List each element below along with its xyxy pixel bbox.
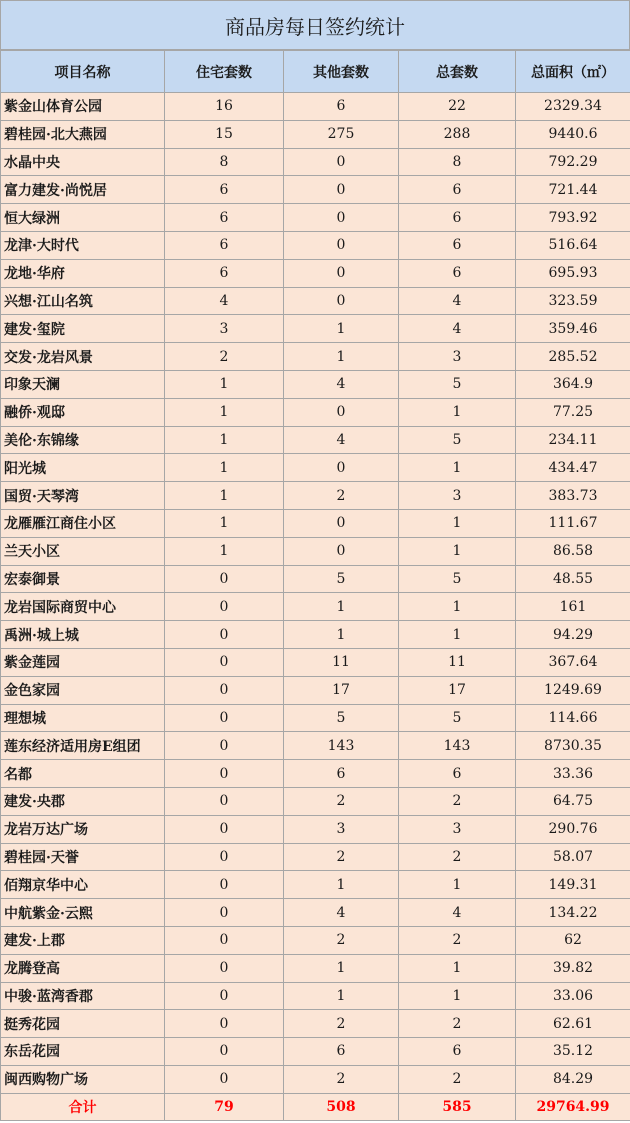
cell-project-name: 富力建发·尚悦居 (1, 176, 165, 204)
table-row (1, 843, 630, 871)
cell-total-units: 8 (399, 148, 516, 176)
cell-total-area: 134.22 (516, 899, 630, 927)
cell-other-units: 5 (284, 704, 399, 732)
cell-total-area: 8730.35 (516, 732, 630, 760)
cell-other-units: 0 (284, 259, 399, 287)
cell-total-units: 22 (399, 93, 516, 121)
cell-other-units: 2 (284, 1065, 399, 1093)
cell-total-area: 364.9 (516, 370, 630, 398)
cell-other-units: 143 (284, 732, 399, 760)
cell-total-units: 5 (399, 370, 516, 398)
cell-project-name: 龙腾登高 (1, 954, 165, 982)
table-row (1, 676, 630, 704)
cell-total-units: 1 (399, 398, 516, 426)
cell-residential-units: 6 (165, 231, 284, 259)
table-row (1, 899, 630, 927)
cell-project-name: 龙雁雁江商住小区 (1, 509, 165, 537)
table-row (1, 93, 630, 121)
cell-other-units: 4 (284, 426, 399, 454)
table-row (1, 315, 630, 343)
cell-project-name: 印象天澜 (1, 370, 165, 398)
total-row (1, 1093, 630, 1120)
cell-other-units: 0 (284, 537, 399, 565)
cell-other-units: 3 (284, 815, 399, 843)
table-row (1, 204, 630, 232)
table-row (1, 176, 630, 204)
cell-total-area: 77.25 (516, 398, 630, 426)
cell-total-units: 5 (399, 704, 516, 732)
cell-residential-units: 0 (165, 565, 284, 593)
header-project-name: 项目名称 (1, 51, 165, 93)
cell-total-area: 359.46 (516, 315, 630, 343)
table-row (1, 621, 630, 649)
table-body (1, 93, 630, 1094)
cell-total-area: 434.47 (516, 454, 630, 482)
cell-other-units: 1 (284, 315, 399, 343)
header-total-units: 总套数 (399, 51, 516, 93)
cell-project-name: 龙地·华府 (1, 259, 165, 287)
cell-other-units: 6 (284, 760, 399, 788)
cell-project-name: 建发·上郡 (1, 926, 165, 954)
cell-other-units: 5 (284, 565, 399, 593)
table-row (1, 565, 630, 593)
cell-residential-units: 0 (165, 1038, 284, 1066)
total-label: 合计 (1, 1093, 165, 1120)
cell-residential-units: 0 (165, 926, 284, 954)
cell-project-name: 闽西购物广场 (1, 1065, 165, 1093)
cell-other-units: 2 (284, 787, 399, 815)
cell-residential-units: 1 (165, 454, 284, 482)
cell-total-units: 2 (399, 926, 516, 954)
cell-total-area: 290.76 (516, 815, 630, 843)
cell-total-units: 1 (399, 621, 516, 649)
cell-project-name: 交发·龙岩风景 (1, 343, 165, 371)
header-residential-units: 住宅套数 (165, 51, 284, 93)
total-other-units: 508 (284, 1093, 399, 1120)
cell-total-area: 48.55 (516, 565, 630, 593)
cell-project-name: 恒大绿洲 (1, 204, 165, 232)
cell-residential-units: 16 (165, 93, 284, 121)
cell-project-name: 美伦·东锦缘 (1, 426, 165, 454)
cell-other-units: 1 (284, 343, 399, 371)
cell-residential-units: 0 (165, 760, 284, 788)
cell-total-units: 1 (399, 982, 516, 1010)
cell-total-units: 1 (399, 954, 516, 982)
table-row (1, 259, 630, 287)
table-footer (1, 1093, 630, 1120)
cell-total-area: 94.29 (516, 621, 630, 649)
table-row (1, 482, 630, 510)
cell-other-units: 0 (284, 509, 399, 537)
cell-project-name: 兰天小区 (1, 537, 165, 565)
cell-other-units: 2 (284, 482, 399, 510)
cell-residential-units: 1 (165, 426, 284, 454)
cell-other-units: 2 (284, 843, 399, 871)
cell-other-units: 0 (284, 204, 399, 232)
table-row (1, 509, 630, 537)
table-row (1, 732, 630, 760)
cell-total-units: 3 (399, 482, 516, 510)
cell-project-name: 龙津·大时代 (1, 231, 165, 259)
total-residential-units: 79 (165, 1093, 284, 1120)
cell-residential-units: 0 (165, 732, 284, 760)
cell-project-name: 紫金莲园 (1, 648, 165, 676)
cell-total-area: 9440.6 (516, 120, 630, 148)
cell-total-area: 62.61 (516, 1010, 630, 1038)
table-row (1, 704, 630, 732)
table-row (1, 954, 630, 982)
cell-other-units: 17 (284, 676, 399, 704)
cell-total-units: 6 (399, 231, 516, 259)
cell-total-units: 6 (399, 259, 516, 287)
cell-total-area: 161 (516, 593, 630, 621)
cell-project-name: 国贸·天琴湾 (1, 482, 165, 510)
cell-total-area: 114.66 (516, 704, 630, 732)
cell-project-name: 建发·玺院 (1, 315, 165, 343)
cell-total-area: 695.93 (516, 259, 630, 287)
cell-project-name: 宏泰御景 (1, 565, 165, 593)
cell-total-units: 3 (399, 815, 516, 843)
cell-project-name: 中骏·蓝湾香郡 (1, 982, 165, 1010)
cell-total-area: 323.59 (516, 287, 630, 315)
cell-residential-units: 0 (165, 787, 284, 815)
cell-total-units: 3 (399, 343, 516, 371)
cell-project-name: 龙岩国际商贸中心 (1, 593, 165, 621)
cell-total-units: 1 (399, 871, 516, 899)
table-row (1, 1010, 630, 1038)
cell-residential-units: 0 (165, 1010, 284, 1038)
cell-residential-units: 0 (165, 593, 284, 621)
cell-residential-units: 0 (165, 954, 284, 982)
cell-residential-units: 0 (165, 982, 284, 1010)
cell-total-area: 39.82 (516, 954, 630, 982)
cell-project-name: 碧桂园·天誉 (1, 843, 165, 871)
cell-total-units: 6 (399, 176, 516, 204)
table-row (1, 120, 630, 148)
cell-other-units: 4 (284, 370, 399, 398)
cell-residential-units: 0 (165, 815, 284, 843)
cell-total-area: 64.75 (516, 787, 630, 815)
cell-project-name: 融侨·观邸 (1, 398, 165, 426)
cell-project-name: 紫金山体育公园 (1, 93, 165, 121)
cell-other-units: 2 (284, 1010, 399, 1038)
cell-other-units: 0 (284, 176, 399, 204)
cell-residential-units: 15 (165, 120, 284, 148)
cell-total-area: 1249.69 (516, 676, 630, 704)
table-row (1, 871, 630, 899)
cell-other-units: 0 (284, 454, 399, 482)
cell-total-area: 86.58 (516, 537, 630, 565)
cell-project-name: 东岳花园 (1, 1038, 165, 1066)
table-row (1, 1038, 630, 1066)
table-row (1, 926, 630, 954)
cell-total-units: 5 (399, 565, 516, 593)
table-row (1, 787, 630, 815)
cell-project-name: 碧桂园·北大燕园 (1, 120, 165, 148)
table-row (1, 426, 630, 454)
cell-total-units: 1 (399, 454, 516, 482)
cell-total-area: 58.07 (516, 843, 630, 871)
cell-residential-units: 0 (165, 676, 284, 704)
cell-total-units: 11 (399, 648, 516, 676)
table-row (1, 815, 630, 843)
cell-other-units: 275 (284, 120, 399, 148)
cell-project-name: 金色家园 (1, 676, 165, 704)
cell-residential-units: 6 (165, 259, 284, 287)
cell-total-units: 6 (399, 1038, 516, 1066)
table-row (1, 148, 630, 176)
table-row (1, 593, 630, 621)
cell-residential-units: 1 (165, 482, 284, 510)
cell-total-units: 2 (399, 1010, 516, 1038)
table-row (1, 537, 630, 565)
cell-total-units: 1 (399, 509, 516, 537)
cell-total-units: 2 (399, 843, 516, 871)
cell-total-area: 792.29 (516, 148, 630, 176)
cell-other-units: 1 (284, 621, 399, 649)
cell-total-units: 2 (399, 787, 516, 815)
table-row (1, 398, 630, 426)
cell-project-name: 龙岩万达广场 (1, 815, 165, 843)
cell-total-units: 4 (399, 315, 516, 343)
cell-residential-units: 0 (165, 899, 284, 927)
cell-residential-units: 0 (165, 621, 284, 649)
cell-project-name: 名都 (1, 760, 165, 788)
table-row (1, 982, 630, 1010)
cell-residential-units: 0 (165, 648, 284, 676)
cell-other-units: 1 (284, 593, 399, 621)
cell-residential-units: 6 (165, 204, 284, 232)
cell-total-area: 234.11 (516, 426, 630, 454)
cell-total-area: 285.52 (516, 343, 630, 371)
cell-project-name: 建发·央郡 (1, 787, 165, 815)
cell-total-units: 1 (399, 537, 516, 565)
cell-total-units: 6 (399, 204, 516, 232)
daily-sales-table (0, 50, 630, 1121)
total-units: 585 (399, 1093, 516, 1120)
cell-total-units: 4 (399, 899, 516, 927)
total-area: 29764.99 (516, 1093, 630, 1120)
table-row (1, 454, 630, 482)
cell-other-units: 2 (284, 926, 399, 954)
header-total-area: 总面积（㎡） (516, 51, 630, 93)
cell-residential-units: 4 (165, 287, 284, 315)
cell-residential-units: 3 (165, 315, 284, 343)
cell-other-units: 6 (284, 1038, 399, 1066)
cell-total-units: 5 (399, 426, 516, 454)
cell-project-name: 兴想·江山名筑 (1, 287, 165, 315)
cell-residential-units: 0 (165, 704, 284, 732)
cell-total-units: 2 (399, 1065, 516, 1093)
cell-project-name: 中航紫金·云熙 (1, 899, 165, 927)
cell-other-units: 6 (284, 93, 399, 121)
cell-total-area: 35.12 (516, 1038, 630, 1066)
cell-total-area: 721.44 (516, 176, 630, 204)
cell-total-area: 149.31 (516, 871, 630, 899)
cell-other-units: 1 (284, 871, 399, 899)
cell-total-units: 288 (399, 120, 516, 148)
cell-total-area: 793.92 (516, 204, 630, 232)
cell-total-units: 1 (399, 593, 516, 621)
table-row (1, 648, 630, 676)
cell-other-units: 0 (284, 398, 399, 426)
cell-residential-units: 0 (165, 843, 284, 871)
cell-other-units: 11 (284, 648, 399, 676)
cell-residential-units: 0 (165, 871, 284, 899)
cell-residential-units: 1 (165, 398, 284, 426)
table-row (1, 760, 630, 788)
cell-other-units: 0 (284, 148, 399, 176)
cell-other-units: 0 (284, 231, 399, 259)
cell-total-area: 84.29 (516, 1065, 630, 1093)
cell-project-name: 挺秀花园 (1, 1010, 165, 1038)
cell-total-area: 33.06 (516, 982, 630, 1010)
table-row (1, 343, 630, 371)
cell-project-name: 阳光城 (1, 454, 165, 482)
cell-total-area: 2329.34 (516, 93, 630, 121)
cell-other-units: 1 (284, 982, 399, 1010)
cell-other-units: 1 (284, 954, 399, 982)
cell-project-name: 水晶中央 (1, 148, 165, 176)
header-other-units: 其他套数 (284, 51, 399, 93)
cell-project-name: 禹洲·城上城 (1, 621, 165, 649)
cell-residential-units: 1 (165, 537, 284, 565)
cell-residential-units: 0 (165, 1065, 284, 1093)
cell-total-area: 111.67 (516, 509, 630, 537)
cell-residential-units: 2 (165, 343, 284, 371)
cell-total-units: 143 (399, 732, 516, 760)
cell-other-units: 4 (284, 899, 399, 927)
table-row (1, 231, 630, 259)
cell-total-units: 4 (399, 287, 516, 315)
cell-total-area: 62 (516, 926, 630, 954)
cell-total-units: 17 (399, 676, 516, 704)
cell-residential-units: 8 (165, 148, 284, 176)
cell-total-area: 33.36 (516, 760, 630, 788)
cell-residential-units: 1 (165, 509, 284, 537)
table-row (1, 1065, 630, 1093)
cell-total-area: 516.64 (516, 231, 630, 259)
header-row (1, 51, 630, 93)
cell-residential-units: 6 (165, 176, 284, 204)
cell-project-name: 莲东经济适用房E组团 (1, 732, 165, 760)
cell-project-name: 理想城 (1, 704, 165, 732)
table-row (1, 287, 630, 315)
table-header (1, 51, 630, 93)
cell-residential-units: 1 (165, 370, 284, 398)
cell-project-name: 佰翔京华中心 (1, 871, 165, 899)
cell-other-units: 0 (284, 287, 399, 315)
cell-total-area: 367.64 (516, 648, 630, 676)
table-title: 商品房每日签约统计 (0, 0, 630, 50)
cell-total-units: 6 (399, 760, 516, 788)
cell-total-area: 383.73 (516, 482, 630, 510)
table-row (1, 370, 630, 398)
